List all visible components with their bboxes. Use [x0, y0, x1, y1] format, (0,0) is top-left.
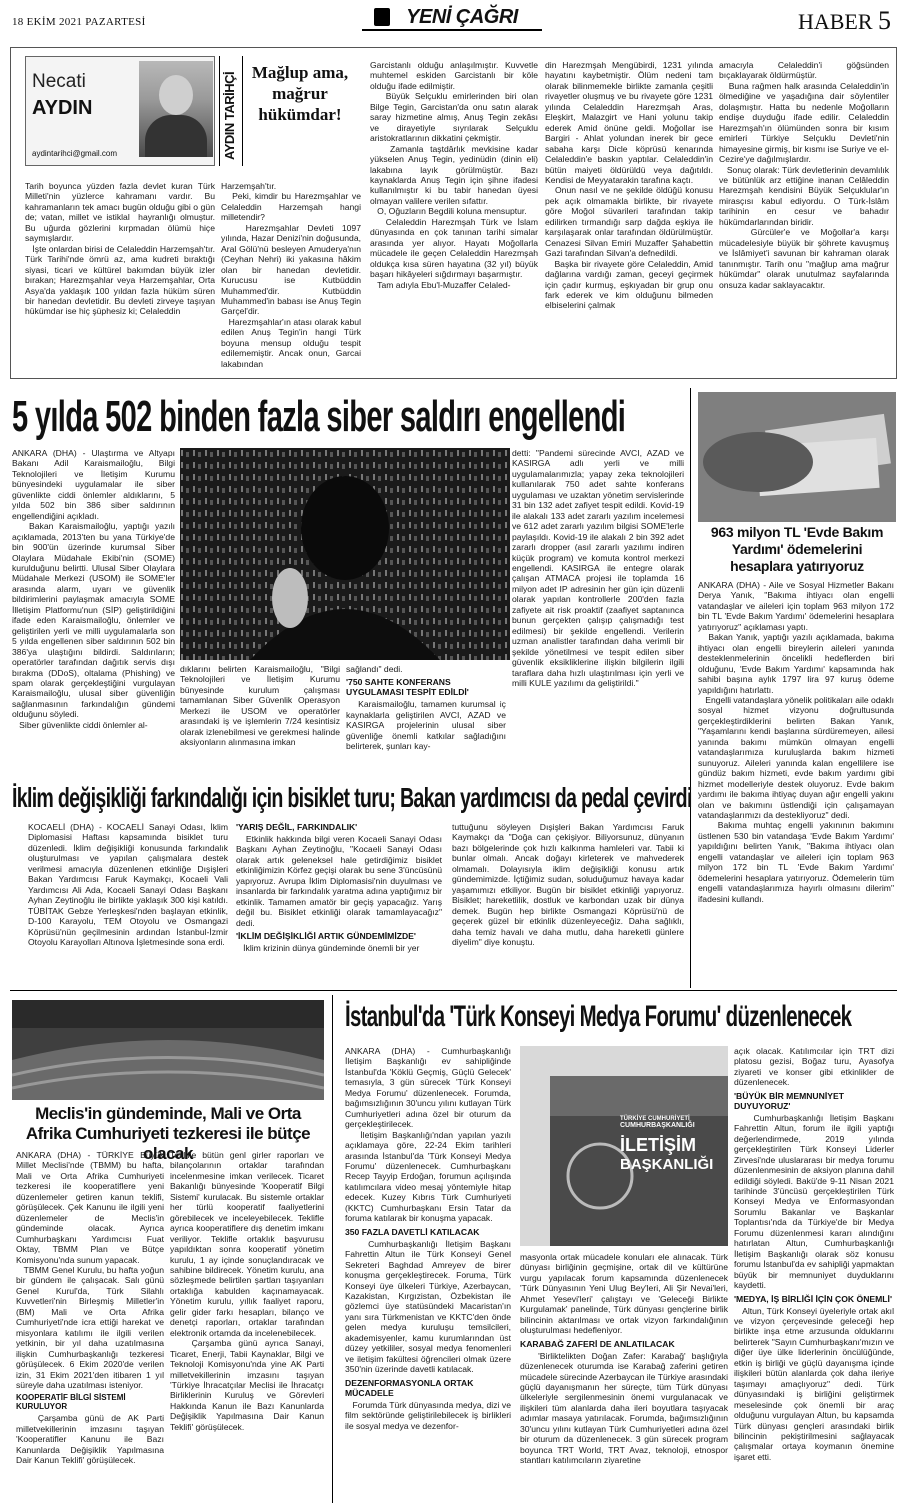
hacker-image: [180, 448, 510, 660]
separator: [10, 990, 897, 991]
column-text-3: Garcistanlı olduğu anlaşılmıştır. Kuvvetle muhtemel eskiden Garcistanlı bir köle olduğu ifade edilmiştir. Büyük Selçuklu emirlerinden biri olan Bilge Tegin, Garcistan'da onu satın alarak saray hizmetine almış, Anuş Tegin zekâsı ve dirayetiyle sıyrılarak Selçuklu aristokratlarının dikkatini çekmiştir. Zamanla taştdârlık mevkisine kadar yükselen Anuş Tegin, yedinüdin (dinin eli) lakabına layık görülmüştür. Bazı kaynaklarda Anuş Tegin için şihne ifadesi kullanılmıştır ki bu tabir hanedan üyesi olmayan valilere verilen sıfattır. O, Oğuzların Begdili koluna mensuptur. Celaleddin Harezmşah Türk ve İslam dünyasında en çok tanınan tarihi simalar arasında yer alıyor. Hayatı Moğollarla mücadele ile geçen Celaleddin Harezmşah oldukça kısa süren hayatına (32 yıl) büyük başarı hikâyeleri sığdırmayı başarmıştır. Tam adıyla Ebu'l-Muzaffer Celaled-: [370, 60, 538, 290]
forum-text-3: açık olacak. Katılımcılar için TRT dizi platosu gezisi, Boğaz turu, Ayasofya ziyareti ve konser gibi etkinlikler de düzenlenecek.: [734, 1046, 894, 1088]
bike-subheading-2: 'İKLİM DEĞİŞİKLİĞİ ARTIK GÜNDEMİMİZDE': [236, 931, 416, 942]
building-sign: TÜRKİYE CUMHURİYETİ CUMHURBAŞKANLIĞI İLETİŞİM BAŞKANLIĞI: [620, 1116, 714, 1173]
bike-text-2: Etkinlik hakkında bilgi veren Kocaeli Sanayi Odası Başkanı Ayhan Zeytinoğlu, "Kocaeli Sanayi Odası olarak artık geleneksel hale getirdiğimiz bisiklet etkinliğimizin Körfez geçişi olarak bu sene 3'üncüsünü yapıyoruz. Avrupa İklim Diplomasisi'nin duyulması ve insanlarda bir farkındalık yaratma adına yaptığımız bir etkinlik. Tamamen amatör bir geçiş yapacağız. Yarış değil bu. Bisiklet etkinliği olarak tamamlayacağız" dedi.: [236, 834, 442, 928]
meclis-text-1-wrap: [16, 1150, 164, 1500]
column-text-4: din Harezmşah Mengübirdi, 1231 yılında hayatını kaybetmiştir. Ölüm nedeni tam olarak bilinmemekle birlikte zamanla çeşitli rivayetler oluşmuş ve bu rivayete göre 1231 yılında Celaleddin Harezmşah Aras, Eleşkirt, Malazgirt ve Hani yolunu takip ederek Amid önüne geldi. Moğollar ise Bargiri - Ahlat yolundan inerek bir gece sabaha karşı Dicle köprüsü kenarında Celaleddin'e baskın yaptılar. Celaleddin'in bütün maiyeti öldürüldü veya dağıtıldı. Kendisi de Meyyatarakin tarafına kaçtı. Onun nasıl ve ne şekilde öldüğü konusu pek açık olmamakla birlikte, bir rivayete göre Moğol süvarileri tarafından takip edilirken tırmandığı sarp dağda eşkiya ile karşılaşarak onlar tarafından öldürülmüştür. Cenazesi Silvan Emiri Muzaffer Şahabettin Gazi tarafından Silvan'a defnedildi. Başka bir rivayete göre Celaleddin, Amid dağlarına vardığı zaman, geceyi geçirmek için çadır kurmuş, eşkıyadan bir grup onu fark ederek ve kim olduğunu bilmeden elbiselerini çalmak: [545, 60, 713, 311]
author-last-name: AYDIN: [32, 97, 93, 119]
meclis-text-1: ANKARA (DHA) - TÜRKİYE Büyük Millet Meclisi'nde (TBMM) bu hafta, Mali ve Orta Afrika Cumhuriyeti tezkeresi ile kooperatiflere yeni düzenlemeler getiren kanun teklifi, görüşülecek. Çek Kanunu ile ilgili yeni düzenlemeler de Meclis'in gündeminde olacak. Ayrıca Cumhurbaşkanı Yardımcısı Fuat Oktay, TBMM Plan ve Bütçe Komisyonu'nda sunum yapacak. TBMM Genel Kurulu, bu hafta yoğun bir gündem ile çalışacak. Salı günü Genel Kurul'da, Türk Silahlı Kuvvetleri'nin Birleşmiş Milletler'in (BM) Mali ve Orta Afrika Cumhuriyeti'nde icra ettiği harekat ve misyonlara katılımı ile ilgili verilen yetkinin, bir yıl daha uzatılmasına ilişkin Cumhurbaşkanlığı tezkeresi görüşülecek. 6 Ekim 2020'de verilen izin, 31 Ekim 2021'den itibaren 1 yıl süreyle daha uzatılması isteniyor.: [16, 1150, 164, 1390]
forum-subheading-2: DEZENFORMASYONLA ORTAK MÜCADELE: [345, 1377, 474, 1398]
meclis-photo: [12, 1000, 324, 1100]
column-title: Mağlup ama, mağrur hükümdar!: [251, 63, 349, 124]
cyber-headline: 5 yılda 502 binden fazla siber saldırı engellendi: [12, 392, 626, 441]
separator: [690, 388, 691, 988]
cyber-text-3: sağlandı" dedi.: [346, 664, 403, 674]
bike-text-3: tuttuğunu söyleyen Dışişleri Bakan Yardımcısı Faruk Kaymakçı da "Doğa can çekişiyor. Biliyorsunuz, dünyanın bazı bölgelerinde çok hızlı kalkınma hamleleri var. Tabii ki bunlar olmalı. Ancak doğayı kirleterek ve mahvederek olmamalı. Dolayısıyla iklim değişikliği konusu artık gündemimizde. İçtiğimiz sudan, soluduğumuz havaya kadar yaşamımızı etkiliyor. Bugün bir bisiklet etkinliği yapıyoruz. Bisiklet; hareketlilik, dostluk ve karbondan uzak bir dünya demek. Bugün hep birlikte Osmangazi Köprüsü'nü de geçerek güzel bir etkinlik düzenleyeceğiz. Daha sağlıklı, daha temiz havalı ve daha mutlu, daha hareketli günlere diyelim" diye konuştu.: [452, 822, 684, 947]
bike-headline: İklim değişikliği farkındalığı için bisiklet turu; Bakan yardımcısı da pedal çevirdi: [12, 782, 692, 813]
cyber-text-1: ANKARA (DHA) - Ulaştırma ve Altyapı Bakanı Adil Karaismailoğlu, Bilgi Teknolojileri ve İletişim Kurumu bünyesindeki uygulamalar ile siber güvenlikte ciddi önlemler aldıklarını, 5 yılda 502 bin 386 siber saldırının engellendiğini açıkladı. Bakan Karaismailoğlu, yaptığı yazılı açıklamada, 2013'ten bu yana Türkiye'de bin 900'ün üzerinde kurumsal Siber Olaylara Müdahale Ekibi'nin (SOME) kurulduğunu belirtti. Ulusal Siber Olaylara Müdahale Merkezi (USOM) ile SOME'ler arasında alarm, uyarı ve güvenlik bildirimlerini paylaşmak amacıyla SOME İlletişim Platformu'nun (SİP) geliştirildiğini ifade eden Karaismailoğlu, önlemler ve geliştirilen yerli ve milli uygulamalarla son 5 yılda engellenen siber saldırının 502 bin 386'ya ulaştığını bildirdi. Saldırıların; operatörler tarafından dağıtık servis dışı bırakma (DDoS), oltalama (Phishing) ve spam olarak gerçekleştiğini vurgulayan Karaismailoğlu, ulusal siber güvenliğin sağlanmasının farkındalığın gündemi olduğunu söyledi. Siber güvenlikte ciddi önlemler al-: [12, 448, 175, 730]
forum-subheading-4: 'BÜYÜK BİR MEMNUNİYET DUYUYORUZ': [734, 1090, 844, 1111]
forum-headline: İstanbul'da 'Türk Konseyi Medya Forumu' düzenlenecek: [345, 1000, 852, 1033]
meclis-text-1b: Çarşamba günü de AK Parti milletvekillerinin imzasını taşıyan 'Kooperatifler Kanunu ile Bazı Kanunlarda Değişiklik Yapılmasına Dair Kanun Teklifi' görüşülecek.: [16, 1413, 164, 1466]
forum-text-1: ANKARA (DHA) - Cumhurbaşkanlığı İletişim Başkanlığı ev sahipliğinde İstanbul'da 'Köklü Geçmiş, Güçlü Gelecek' temasıyla, 3 gün sürecek 'Türk Konseyi Medya Forumu' düzenlenecek. Forumda, bağımsızlığının 30'uncu yılını kutlayan Türk Cumhuriyetleri adına özel bir oturum da gerçekleştirilecek. İletişim Başkanlığı'ndan yapılan yazılı açıklamaya göre, 22-24 Ekim tarihleri arasında İstanbul'da 'Türk Konseyi Medya Forumu' düzenlenecek. Cumhurbaşkanı Recep Tayyip Erdoğan, forumun açılışında katılımcılara video mesaj yöntemiyle hitap edecek. Kuzey Kıbrıs Türk Cumhuriyeti (KKTC) Cumhurbaşkanı Ersin Tatar da foruma katılarak bir konuşma yapacak.: [345, 1046, 511, 1224]
forum-text-3b: Cumhurbaşkanlığı İletişim Başkanı Fahrettin Altun, forum ile ilgili yaptığı değerlendirmede, 2019 yılında gerçekleştirilen Türk Konseyi Liderler Zirvesi'nde uluslararası bir medya forumu düzenlenmesinin de aksiyon planına dahil edildiği söyledi. Bakü'de 9-11 Nisan 2021 tarihinde 3'üncüsü gerçekleştirilen Türk Konseyi Medya ve Enformasyondan Sorumlu Bakanlar ve Başkanlar Toplantısı'nda da Türkiye'de bir Medya Forumu düzenlenmesi kararı alındığını hatırlatan Altun, Cumhurbaşkanlığı İletişim Başkanlığı olarak söz konusu forumu İstanbul'da ev sahipliği yapmaktan büyük bir memnuniyet duyduklarını kaydetti.: [734, 1112, 894, 1291]
author-block: [25, 56, 215, 166]
parliament-image: [12, 1000, 324, 1100]
column-text-2: Harzemşah'tır. Peki, kimdir bu Harezmşahlar ve Celaleddin Harzemşah hangi milletendir? Harezmşahlar Devleti 1097 yılında, Hazar Denizi'nin doğusunda, Aral Gölü'nü besleyen Amuderya'nın (Ceyhan Nehri) iki yakasına hâkim olan bir hanedan devletidir. Kurucusu ise Kutbüddin Muhammed'dir. Kutbüddin Muhammed'in babası ise Anuş Tegin Garçel'dir. Harezmşahlar'ın atası olarak kabul edilen Anuş Tegin'in hangi Türk boyuna mensup olduğu tespit edilememiştir. Ancak onun, Garcai lakabından: [221, 181, 361, 369]
cyber-text-3-wrap: [346, 664, 506, 763]
forum-text-2: masyonla ortak mücadele konuları ele alınacak. Türk dünyası birliğinin geçmişine, ortak dil ve kültürüne vurgu yapılacak forum kapsamında düzenlenecek 'Türk Dünyasının Yeni Ulug Bey'leri, Ali Şir Nevai'leri, Ahmet Yesevi'leri' çalıştayı ve 'Geleceği Birlikte Kurgulamak' panelinde, Türk dünyası gençlerine birlik bilincinin aktarılması ve ortak vizyon farkındalığının oluşturulması hedefleniyor.: [520, 1252, 728, 1336]
care-photo: [698, 392, 896, 522]
money-image: [698, 392, 896, 522]
forum-text-1b: Cumhurbaşkanlığı İletişim Başkanı Fahrettin Altun ile Türk Konseyi Genel Sekreteri Baghdad Amreyev de birer konuşma gerçekleştirecek. Foruma, Türk Konseyi üye ülkeleri Türkiye, Azerbaycan, Kazakistan, Kırgızistan, Özbekistan ile gözlemci üye statüsündeki Macaristan'ın yanı sıra Türkmenistan ve KKTC'den önde gelen medya kuruluşu temsilcileri, akademisyenler, kamu kurumlarından üst düzey yetkililer, sosyal medya fenomenleri ve iletişim fakültesi öğrencileri olmak üzere 350'nin üzerinde davetli katılacak.: [345, 1238, 511, 1375]
bike-text-2-wrap: [236, 822, 442, 977]
page-header: [0, 0, 905, 38]
care-text: ANKARA (DHA) - Aile ve Sosyal Hizmetler Bakanı Derya Yanık, "Bakıma ihtiyacı olan engelli vatandaşlar ve aileleri için toplam 963 milyon 172 bin TL 'Evde Bakım Yardımı' ödemelerini hesaplara yatırıyoruz" açıklaması yaptı. Bakan Yanık, yaptığı yazılı açıklamada, bakıma ihtiyacı olan engelli bireylerin aileleri yanında desteklenmelerinin öncelikli hedeflerden biri olduğunu, 'Evde Bakım Yardımı' kapsamında hak sahibi başına aylık 1797 lira 97 kuruş ödeme yapıldığını hatırlattı. Engelli vatandaşlara yönelik politikaları aile odaklı sosyal hizmet vizyonu doğrultusunda gerçekleştirdiklerini belirten Bakan Yanık, "Yaşamlarını kendi başlarına sürdüremeyen, ailesi yanında bakımı mümkün olmayan engelli vatandaşlarımıza kuruluşlarda bakım hizmeti sunuyoruz. Aileleri yanında kalan engellilere ise gündüz bakım hizmeti, evde bakım yardımı gibi hizmet modelleriyle destek oluyoruz. Evde bakım yardımı ile bakıma ihtiyaç duyan ağır engelli yakını olan ve bakımını üstlendiği için çalışamayan vatandaşlarımızı da destekliyoruz" dedi. Bakıma muhtaç engelli yakınının bakımını üstlenen 530 bin vatandaşa 'Evde Bakım Yardımı' yapıldığını belirten Yanık, "Bakıma ihtiyacı olan engelli vatandaşlar ve aileleri için toplam 963 milyon 172 bin TL 'Evde Bakım Yardımı' ödemelerini hesaplara yatırıyoruz. Ödemelerin tüm engelli vatandaşlarımıza hayırlı olmasını dilerim" ifadesini kullandı.: [698, 580, 894, 904]
separator: [332, 995, 333, 1503]
section-name: HABER: [797, 9, 873, 34]
meclis-subheading: KOOPERATİF BİLGİ SİSTEMİ KURULUYOR: [16, 1393, 126, 1412]
forum-text-1-wrap: [345, 1046, 511, 1502]
author-photo: [139, 61, 213, 157]
forum-text-3c: Altun, Türk Konseyi üyeleriyle ortak akıl ve vizyon çerçevesinde geleceği hep birlikte inşa etme arzusunda olduklarını belirterek "Sayın Cumhurbaşkanı'mızın ve diğer üye ülke liderlerinin öncülüğünde, etkin iş birliği ve güçlü dayanışma içinde ilişkileri bütün alanlarda çok daha ileriye taşımayı amaçlıyoruz" dedi. Türk dünyasındaki iş birliğini geliştirmek meselesinde çok önemli bir araç olduğunu vurgulayan Altun, bu kapsamda Türk dünyası gençleri arasındaki birlik bilincinin pekiştirilmesini sağlayacak çalışmalar ortaya koymanın önemine işaret etti.: [734, 1305, 894, 1462]
forum-subheading-5: 'MEDYA, İŞ BİRLİĞİ İÇİN ÇOK ÖNEMLİ': [734, 1293, 892, 1304]
page-number: 5: [878, 6, 891, 35]
column-label: AYDIN TARİHÇİ: [219, 56, 243, 166]
meclis-text-2: Teklifle bütün genl girler raporları ve bilançolarının ortaklar tarafından incelenmesine imkan verilecek. Ticaret Bakanlığı bünyesinde 'Kooperatif Bilgi Sistemi' kurulacak. Bu sistemle ortaklar her türlü kooperatif faaliyetlerini görebilecek ve inceleyebilecek. Teklifle ayrıca kooperatiflere dış denetim imkanı veriliyor. Teklifle ortaklık başvurusu yapıldıktan sonra kooperatif yönetim kurulu, 1 ay içinde sonuçlandıracak ve sahibine bildirecek. Yönetim kurulu, ana sözleşmede belirtilen şartları taşıyanları ortaklığa kabulden kaçınamayacak. Yönetim kurulu, yıllık faaliyet raporu, gelir gider farkı hesapları, bilanço ve denetçi raporları, ortaklar tarafından elektronik ortamda da incelenebilecek. Çarşamba günü ayrıca Sanayi, Ticaret, Enerji, Tabii Kaynaklar, Bilgi ve Teknoloji Komisyonu'nda yine AK Parti milletvekillerinin imzasını taşıyan 'Türkiye İhracatçılar Meclisi ile İhracatçı Birliklerinin Kuruluş ve Görevleri Hakkında Kanun ile Bazı Kanunlarda Değişiklik Yapılmasına Dair Kanun Teklifi' görüşülecek.: [170, 1150, 324, 1432]
forum-text-1c: Forumda Türk dünyasında medya, dizi ve film sektöründe geliştirilebilecek iş birlikleri ile sosyal medya ve dezenfor-: [345, 1399, 511, 1431]
care-headline: 963 milyon TL 'Evde Bakım Yardımı' ödemelerini hesaplara yatırıyoruz: [710, 524, 884, 574]
forum-text-2b: 'Birliktelikten Doğan Zafer: Karabağ' başlığıyla düzenlenecek oturumda ise Karabağ zaferini getiren mücadele sürecinde Azerbaycan ile Türkiye arasındaki güçlü dayanışmanın her süreçte, tüm Türk dünyası ülkeleriyle sergilenmesinin önemi vurgulanacak ve ilişkileri tüm alanlarda daha ileri boyutlara taşıyacak adımlar masaya yatırılacak. Forumda, bağımsızlığının 30'uncu yılını kutlayan Türk Cumhuriyetleri adına özel bir oturum da düzenlenecek. 3 gün sürecek program boyunca TRT World, TRT Avaz, teknoloji, etnospor stantları katılımcıların ziyaretine: [520, 1350, 728, 1466]
cyber-text-3b: Karaismailoğlu, tamamen kurumsal iç kaynaklarla geliştirilen AVCI, AZAD ve KASIRGA projelerinin ulusal siber güvenliğe önemli katkılar sağladığını belirterek, şunları kay-: [346, 699, 506, 752]
column-text-1: Tarih boyunca yüzden fazla devlet kuran Türk Milleti'nin yüzlerce kahramanı vardır. Bu kahramanların tek amacı bugün olduğu gibi o gün de; vatan, millet ve istiklal hayranlığı olmuştur. Bu uğurda gözlerini kırpmadan ölümü hiçe saymışlardır. İşte onlardan birisi de Celaleddin Harzemşah'tır. Türk Tarihi'nde ömrü az, ama kudreti bıraktığı siyasi, ticari ve kültürel bakımdan büyük izler bırakan; Harezmşahlar veya Harzemşahlar, Orta Asya'da yaklaşık 100 yıldan fazla hüküm süren bir hanedan devletidir. Bu devleti zirveye taşıyan hükümdar ise hiç şüphesiz ki; Celaleddin: [25, 181, 215, 317]
section-label: [798, 6, 891, 36]
bike-text-1: KOCAELİ (DHA) - KOCAELİ Sanayi Odası, İklim Diplomasisi Haftası kapsamında bisiklet turu düzenledi. İklim değişikliği konusunda farkındalık oluşturulması ve yapılan çalışmalara destek verilmesi amacıyla düzenlenen etkinliğe Dışişleri Bakan Yardımcısı Faruk Kaymakçı, Kocaeli Vali Yardımcısı Ali Ada, Kocaeli Sanayi Odası Başkanı Ayhan Zeytinoğlu ile birlikte yaklaşık 300 kişi katıldı. TÜBİTAK Gebze Yerleşkesi'nden başlayan etkinlik, D-100 Karayolu, TEM Otoyolu ve Osmangazi Köprüsü'nün geçilmesinin ardından İstanbul-İzmir Otoyolu Karayolları Altınova İşletmesinde sona erdi.: [28, 822, 228, 947]
forum-subheading-1: 350 FAZLA DAVETLİ KATILACAK: [345, 1226, 480, 1237]
cyber-photo: [180, 448, 510, 660]
column-text-5: amacıyla Celaleddin'i göğsünden bıçaklayarak öldürmüştür. Buna rağmen halk arasında Celaleddin'in ölmediğine ve yaşadığına dair söylentiler dolaşmıştır. Hatta bu nedenle Moğolların endişe duyduğu ifade edilir. Celaleddin Harezmşah'ın ölümünden sonra bir kısım emirleri Türkiye Selçuklu Devleti'nin himayesine girmiş, bir kısmı ise Suriye ve el-Cezire'ye dağılmışlardır. Sonuç olarak: Türk devletlerinin devamlılık ve bütünlük arz ettiğine inanan Celâleddin Harezmşah kendisini Büyük Selçuklular'ın mirasçısı kabul ediyordu. O Türk-İslâm tarihinin en cesur ve bahadır hükümdarlarından biridir. Gürcüler'e ve Moğollar'a karşı mücadelesiyle büyük bir şöhrete kavuşmuş ve İslâmiyet'i savunan bir kahraman olarak tanınmıştır. Tarih onu "mağlup ama mağrur hükümdar" olarak unutulmaz sayfalarında onsuza kadar saklayacaktır.: [719, 60, 889, 290]
bike-subheading-1: 'YARIŞ DEĞİL, FARKINDALIK': [236, 822, 358, 832]
forum-photo: [520, 1046, 728, 1246]
forum-text-3-wrap: [734, 1046, 894, 1502]
forum-text-2-wrap: [520, 1252, 728, 1502]
flag-icon: [374, 8, 390, 26]
author-email: aydintarihci@gmail.com: [32, 149, 118, 158]
author-first-name: Necati: [32, 71, 86, 92]
issue-date: 18 EKİM 2021 PAZARTESİ: [12, 16, 146, 28]
bike-text-2b: İklim krizinin dünya gündeminde önemli bir yer: [236, 943, 420, 954]
cyber-text-4: detti: "Pandemi sürecinde AVCI, AZAD ve KASIRGA adlı yerli ve milli uygulamalarımızla; yapay zeka teknolojileri kullanılarak 750 adet sahte konferans uygulaması ve uzaktan yönetim servislerinde 31 bin 132 adet zafiyet tespit edildi. Kovid-19 ile alakalı 133 adet zararlı yazılım incelemesi ve 612 adet zararlı yazılım bilgisi SOME'lerle paylaşıldı. Kovid-19 ile alakalı 2 bin 392 adet zararlı dropper (asıl zararlı yazılımı indiren küçük program) ve komuta kontrol merkezi engellendi. KASIRGA ile entegre olarak çalışan ATMACA projesi ile toplamda 16 milyon adet IP adresinin her gün için düzenli olarak yapılan kontrollerle 200'den fazla zafiyete ait risk proaktif (zaafiyet saptanınca bunun gerçekten çalışıp çalışmadığı test edilmesi) bir şekilde engellendi. Verilerin uzman analistler tarafından daha verimli bir şekilde yönetilmesi ve tespit edilen siber güvenlik eksikliklerine ilişkin bilgilerin ilgili taraflara daha hızlı ulaştırılması için yerli ve milli KULE yazılımı da geliştirildi.": [512, 448, 684, 688]
newspaper-logo: YENİ ÇAĞRI: [362, 5, 542, 31]
meclis-headline: Meclis'in gündeminde, Mali ve Orta Afrika Cumhuriyeti tezkeresi ile bütçe olacak: [25, 1104, 311, 1163]
cyber-text-2: dıklarını belirten Karaismailoğlu, "Bilgi Teknolojileri ve İletişim Kurumu bünyesinde kurulum çalışması tamamlanan Siber Güvenlik Operasyon Merkezi ile USOM ve operatörler arasındaki iş ve işlemlerin 7/24 kesintisiz olarak izlenebilmesi ve gerekmesi halinde aksiyonların alınmasına imkan: [180, 664, 340, 748]
forum-subheading-3: KARABAĞ ZAFERİ DE ANLATILACAK: [520, 1338, 675, 1349]
cyber-subheading: '750 SAHTE KONFERANS UYGULAMASI TESPİT EDİLDİ': [346, 677, 469, 698]
